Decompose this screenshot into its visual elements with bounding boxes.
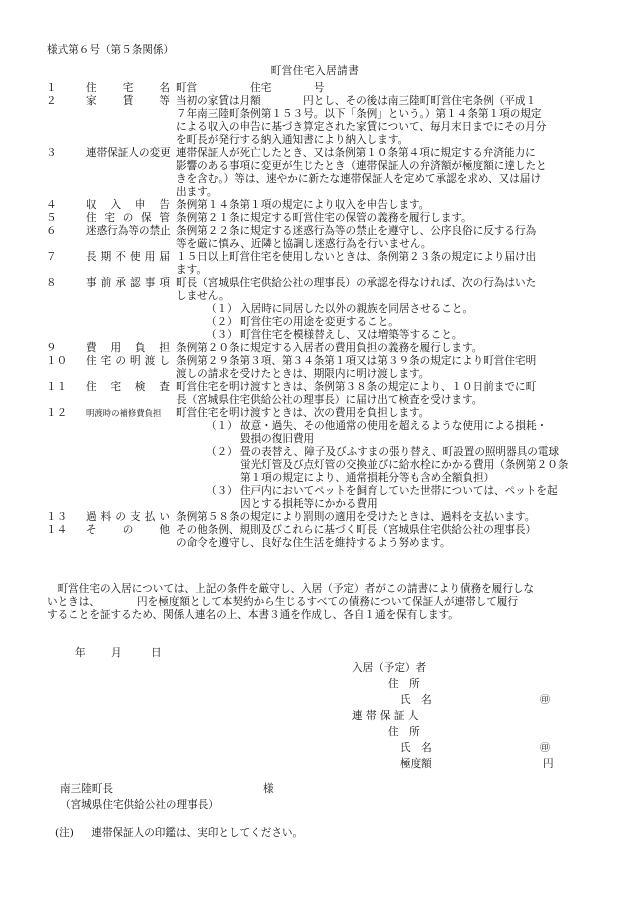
term-item	[46, 212, 591, 225]
tenant-address-label: 住 所	[388, 678, 420, 690]
footnote-label: (注)	[55, 827, 74, 839]
term-number: ２	[46, 95, 57, 107]
term-body	[176, 95, 591, 147]
term-item	[46, 407, 591, 511]
sub-item-number: （２）	[206, 316, 238, 328]
term-line: の命令を遵守し、良好な住生活を維持するよう努めます。	[176, 537, 451, 549]
tenant-seal-mark: ㊞	[540, 695, 550, 706]
term-number: ４	[46, 199, 57, 211]
term-body	[176, 251, 591, 277]
sub-item-number: （１）	[206, 420, 238, 432]
term-item	[46, 82, 591, 95]
term-item	[46, 251, 591, 277]
term-number: ５	[46, 212, 57, 224]
sub-items	[180, 303, 591, 342]
sub-item-line: 毀損の復旧費用	[240, 433, 315, 445]
paragraph-line: いときは、 円を極度額として本契約から生じるすべての債務について保証人が連帯して履行	[47, 596, 518, 608]
term-line: 町営住宅を明け渡すときは、次の費用を負担します。	[176, 407, 430, 419]
term-label: 迷惑行為等の禁止	[86, 225, 171, 237]
term-label: 住 宅 の 保 管	[86, 212, 170, 224]
date-month: 月	[110, 647, 122, 659]
sub-item	[206, 485, 591, 511]
term-number: ３	[46, 147, 57, 159]
term-item	[46, 199, 591, 212]
term-item	[46, 342, 591, 355]
term-line: ７年南三陸町条例第１５３号。以下「条例」という。）第１４条第１項の規定	[176, 108, 542, 120]
term-number: １	[46, 82, 57, 94]
term-item	[46, 225, 591, 251]
term-number: ７	[46, 251, 57, 263]
term-line: その他条例、規則及びこれらに基づく町長（宮城県住宅供給公社の理事長）	[176, 524, 537, 536]
sub-item-text	[240, 420, 547, 446]
term-body	[176, 277, 591, 342]
term-label: 住 宅 の 明 渡 し	[86, 355, 170, 367]
term-item	[46, 95, 591, 147]
term-line: 条例第２９条第３項、第３４条第１項又は第３９条の規定により町営住宅明	[176, 355, 537, 367]
tenant-heading: 入居（予定）者	[352, 662, 427, 674]
term-number: １１	[46, 381, 68, 393]
terms-list	[46, 82, 591, 550]
term-label: そ の 他	[86, 524, 170, 536]
term-item	[46, 524, 591, 550]
guarantor-address-label: 住 所	[388, 726, 420, 738]
sub-item-text	[240, 316, 399, 329]
sub-item-line: 蛍光灯管及び点灯管の交換並びに給水栓にかかる費用（条例第２０条	[240, 459, 569, 471]
sub-item-text	[240, 303, 473, 316]
guarantee-paragraph	[47, 583, 592, 622]
footnote	[55, 827, 303, 840]
sub-item-number: （３）	[206, 329, 238, 341]
term-label: 連帯保証人の変更	[86, 147, 171, 159]
term-line: 町営 住宅 号	[176, 82, 325, 94]
term-body	[176, 82, 591, 95]
sub-item	[206, 303, 591, 316]
term-label: 明渡時の補修費負担	[86, 408, 162, 418]
term-body	[176, 212, 591, 225]
term-line: 長（宮城県住宅供給公社の理事長）に届け出て検査を受けます。	[176, 394, 483, 406]
term-body	[176, 407, 591, 511]
date-year: 年	[75, 647, 86, 659]
guarantor-seal-mark: ㊞	[540, 743, 550, 754]
sub-item-text	[240, 446, 568, 485]
date-line	[75, 647, 162, 660]
paragraph-line: 町営住宅の入居については、上記の条件を厳守し、入居（予定）者がこの請書により債務を履行しな	[47, 583, 535, 595]
sub-item-line: 住戸内においてペットを飼育していた世帯については、ペットを起	[240, 485, 558, 497]
term-line: を町長が発行する納入通知書により納入します。	[176, 134, 409, 146]
term-label: 過 料 の 支 払 い	[86, 511, 170, 523]
term-item	[46, 511, 591, 524]
sub-item-line: 畳の表替え、障子及びふすまの張り替え、町設置の照明器具の電球	[240, 446, 560, 458]
limit-amount-label: 極度額	[400, 758, 432, 770]
term-line: 条例第１４条第１項の規定により収入を申告します。	[176, 199, 430, 211]
sub-item-line: 第１項の規定により、通常損耗分等も含め全額負担）	[240, 472, 495, 484]
term-label: 家 賃 等	[86, 95, 170, 107]
term-line: 渡しの請求を受けたときは、期限内に明け渡します。	[176, 368, 430, 380]
paragraph-line: することを証するため、関係人連名の上、本書３通を作成し、各自１通を保有します。	[47, 609, 459, 621]
sub-item-line: 因とする損耗等にかかる費用	[240, 498, 378, 510]
term-body	[176, 342, 591, 355]
addressee-honorific: 様	[263, 783, 274, 795]
yen-unit: 円	[543, 758, 554, 770]
term-label: 住 宅 名	[86, 82, 170, 94]
term-line: 影響のある事項に変更が生じたとき（連帯保証人の弁済額が極度額に達したと	[176, 160, 547, 172]
sub-item-line: 町営住宅の用途を変更すること。	[240, 316, 399, 328]
term-body	[176, 511, 591, 524]
form-number: 様式第６号（第５条関係）	[47, 44, 175, 56]
term-body	[176, 225, 591, 251]
addressee-alt: （宮城県住宅供給公社の理事長）	[60, 799, 219, 811]
term-body	[176, 381, 591, 407]
date-day: 日	[150, 647, 162, 659]
sub-item	[206, 446, 591, 485]
term-number: ９	[46, 342, 57, 354]
term-line: 連帯保証人が死亡したとき、又は条例第１０条第４項に規定する弁済能力に	[176, 147, 536, 159]
term-line: 出ます。	[176, 186, 218, 198]
sub-item-line: 故意・過失、その他通常の使用を超えるような使用による損耗・	[240, 420, 548, 432]
term-line: 条例第２０条に規定する入居者の費用負担の義務を履行します。	[176, 342, 483, 354]
term-label: 長 期 不 使 用 届	[86, 251, 170, 263]
term-line: 町営住宅を明け渡すときは、条例第３８条の規定により、１０日前までに町	[176, 381, 537, 393]
term-line: 条例第２１条に規定する町営住宅の保管の義務を履行します。	[176, 212, 472, 224]
tenant-name-label: 氏 名	[400, 694, 432, 706]
term-line: 当初の家賃は月額 円とし、その後は南三陸町町営住宅条例（平成１	[176, 95, 537, 107]
sub-item-line: 町営住宅を模様替えし、又は増築等すること。	[240, 329, 463, 341]
term-label: 事 前 承 認 事 項	[86, 277, 170, 289]
term-line: きを含む。）等は、速やかに新たな連帯保証人を定めて承認を求め、又は届け	[176, 173, 542, 185]
sub-item-line: 入居時に同居した以外の親族を同居させること。	[240, 303, 474, 315]
guarantor-heading: 連 帯 保 証 人	[352, 710, 419, 722]
term-body	[176, 524, 591, 550]
term-number: １０	[46, 355, 68, 367]
sub-item-number: （３）	[206, 485, 238, 497]
sub-item	[206, 329, 591, 342]
term-item	[46, 277, 591, 342]
term-line: 町長（宮城県住宅供給公社の理事長）の承認を得なければ、次の行為はいた	[176, 277, 537, 289]
term-line: ます。	[176, 264, 207, 276]
term-number: １３	[46, 511, 68, 523]
term-item	[46, 355, 591, 381]
term-body	[176, 355, 591, 381]
term-line: による収入の申告に基づき算定された家賃について、毎月末日までにその月分	[176, 121, 547, 133]
sub-item-number: （２）	[206, 446, 238, 458]
term-number: ６	[46, 225, 57, 237]
term-line: 等を厳に慎み、近隣と協調し迷惑行為を行いません。	[176, 238, 432, 250]
term-label: 費 用 負 担	[86, 342, 170, 354]
sub-items	[180, 420, 591, 511]
term-line: 条例第２２条に規定する迷惑行為等の禁止を遵守し、公序良俗に反する行為	[176, 225, 537, 237]
term-label: 収 入 申 告	[86, 199, 170, 211]
sub-item-number: （１）	[206, 303, 238, 315]
sub-item-text	[240, 329, 462, 342]
sub-item	[206, 420, 591, 446]
term-item	[46, 381, 591, 407]
term-number: １４	[46, 524, 68, 536]
term-label: 住 宅 検 査	[86, 381, 170, 393]
sub-item-text	[240, 485, 558, 511]
term-line: １５日以上町営住宅を使用しないときは、条例第２３条の規定により届け出	[176, 251, 537, 263]
term-number: １２	[46, 407, 68, 419]
term-body	[176, 147, 591, 199]
term-number: ８	[46, 277, 57, 289]
addressee-name: 南三陸町長	[60, 783, 113, 795]
term-body	[176, 199, 591, 212]
sub-item	[206, 316, 591, 329]
footnote-text: 連帯保証人の印鑑は、実印としてください。	[91, 827, 304, 839]
term-line: 条例第５８条の規定により罰則の適用を受けたときは、過料を支払います。	[176, 511, 536, 523]
term-item	[46, 147, 591, 199]
document-title: 町営住宅入居請書	[270, 65, 360, 77]
term-line: しません。	[176, 290, 230, 302]
guarantor-name-label: 氏 名	[400, 742, 432, 754]
